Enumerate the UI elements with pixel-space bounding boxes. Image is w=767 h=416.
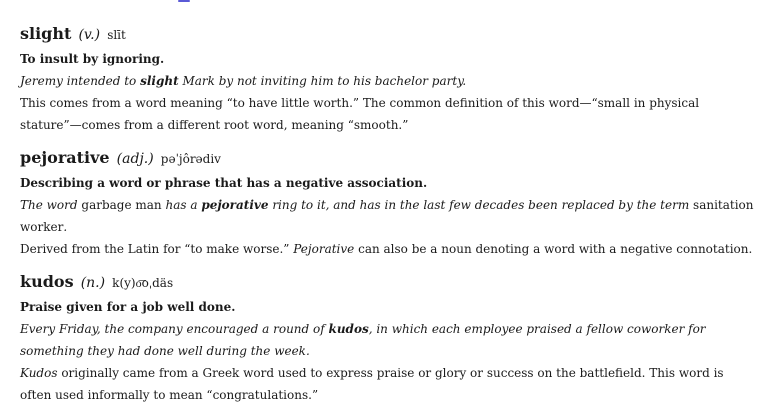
example-text: The word: [20, 198, 82, 212]
example-term: sanitation worker: [20, 198, 754, 234]
etymology-note: [20, 238, 755, 260]
example-text: , in which each employee praised a fellow coworker for something they had done well during the week.: [20, 322, 706, 358]
entry-header: [20, 270, 755, 293]
etymology-note: [20, 92, 755, 136]
etymology-text: Derived from the Latin for “to make worse.”: [20, 242, 294, 256]
etymology-note: [20, 362, 755, 406]
headword: slight: [20, 24, 72, 43]
etymology-term: Pejorative: [293, 242, 355, 256]
part-of-speech: (adj.): [116, 151, 154, 167]
part-of-speech: (v.): [78, 27, 101, 43]
example-text: Jeremy intended to: [20, 74, 141, 88]
example-keyword: slight: [140, 74, 179, 88]
definition: Praise given for a job well done.: [20, 300, 236, 314]
etymology-text: can also be a noun denoting a word with a negative connotation.: [354, 242, 753, 256]
definition: Describing a word or phrase that has a negative association.: [20, 176, 428, 190]
example-text: ring to it, and has in the last few decades been replaced by the term: [268, 198, 694, 212]
etymology-text: This comes from a word meaning “to have little worth.” The common definition of this word—“small in physical stature”—comes from a different root word, meaning “smooth.”: [20, 96, 700, 132]
entry-pejorative: [20, 146, 755, 260]
pronunciation: k(y)o͞oˌdäs: [112, 276, 174, 290]
example-sentence: [20, 70, 755, 92]
entry-header: [20, 146, 755, 169]
etymology-term: Kudos: [20, 366, 58, 380]
etymology-text: originally came from a Greek word used to express praise or glory or success on the battlefield. This word is often used informally to mean “congratulations.”: [20, 366, 724, 402]
definition: To insult by ignoring.: [20, 52, 165, 66]
part-of-speech: (n.): [80, 275, 106, 291]
example-keyword: kudos: [328, 322, 369, 336]
entry-kudos: [20, 270, 755, 406]
example-text: Every Friday, the company encouraged a round of: [20, 322, 329, 336]
example-keyword: pejorative: [201, 198, 269, 212]
entry-slight: [20, 22, 755, 136]
example-text: .: [63, 220, 68, 234]
headword: kudos: [20, 272, 74, 291]
pronunciation: slīt: [107, 28, 126, 42]
example-text: Mark by not inviting him to his bachelor party.: [178, 74, 467, 88]
example-sentence: [20, 194, 755, 238]
example-term: garbage man: [81, 198, 162, 212]
pronunciation: pəˈjôrədiv: [160, 152, 221, 166]
vocabulary-list: [20, 22, 755, 416]
example-text: has a: [161, 198, 202, 212]
entry-header: [20, 22, 755, 45]
example-sentence: [20, 318, 755, 362]
headword: pejorative: [20, 148, 110, 167]
top-accent-mark: [178, 0, 190, 2]
